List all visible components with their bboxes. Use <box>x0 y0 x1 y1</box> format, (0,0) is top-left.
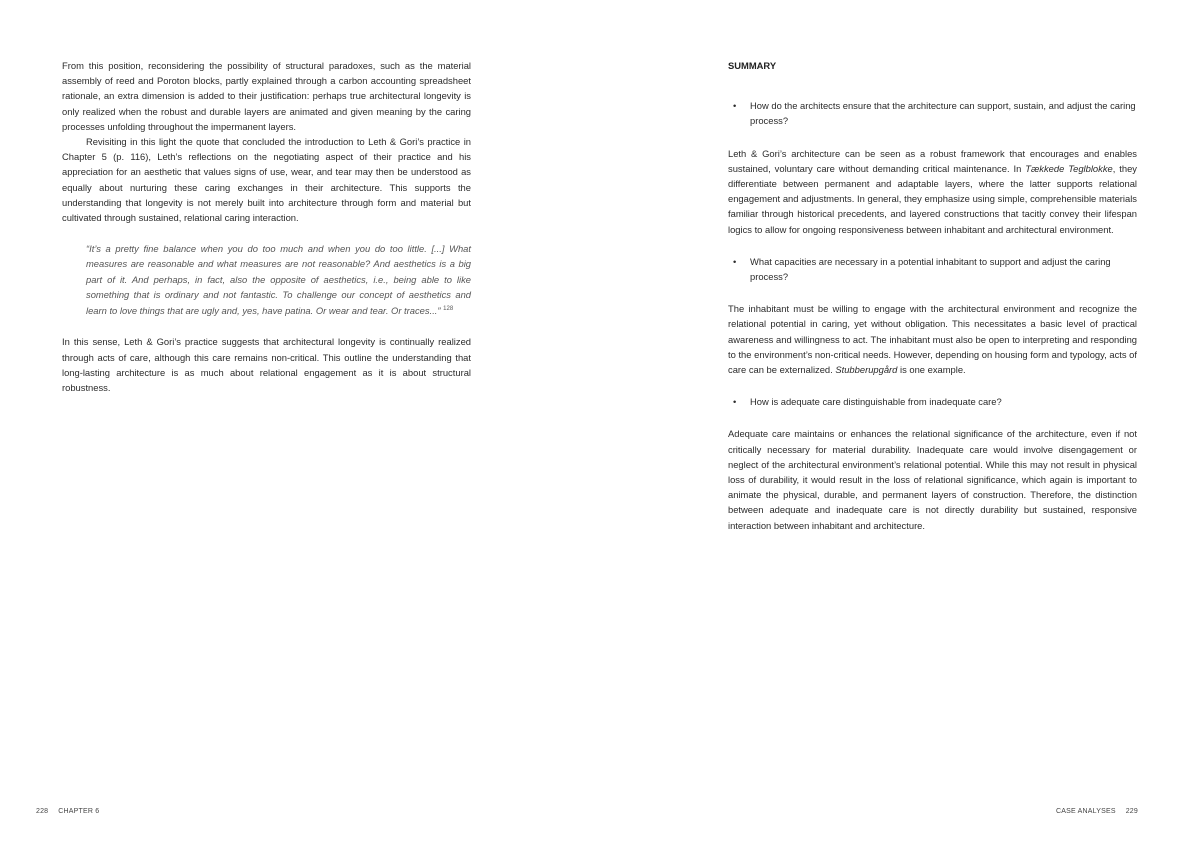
answer-2: The inhabitant must be willing to engage with the architectural environment and recognize the relational potential in caring, yet without obligation. This necessitates a basic level of practical awareness and willingness to act. The inhabitant must also be open to interpreting and responding to the environment’s non-critical needs. However, depending on housing form and typology, acts of care can be externalized. Stubberupgård is one example. <box>728 303 1137 376</box>
paragraph-3: In this sense, Leth & Gori’s practice suggests that architectural longevity is continually realized through acts of care, although this care remains non-critical. This outline the understanding that long-lasting architecture is as much about relational engagement as it is about structural robustness. <box>62 336 471 393</box>
left-text-column <box>62 58 471 395</box>
running-footer: CASE ANALYSES <box>1056 808 1116 815</box>
project-name: Stubberupgård <box>835 364 898 376</box>
question-text: How is adequate care distinguishable from inadequate care? <box>750 396 1002 408</box>
question-3 <box>728 394 1137 409</box>
paragraph-1: From this position, reconsidering the possibility of structural paradoxes, such as the material assembly of reed and Poroton blocks, partly explained through a carbon accounting spreadsheet rationale, an extra dimension is added to their justification: perhaps true architectural longevity is only realized when the robust and durable layers are animated and given meaning by the caring processes unfolding throughout the impermanent layers. <box>62 60 471 132</box>
bullet-icon: • <box>733 255 737 267</box>
bullet-icon: • <box>733 100 737 112</box>
paragraph-2: Revisiting in this light the quote that concluded the introduction to Leth & Gori’s practice in Chapter 5 (p. 116), Leth’s reflections on the negotiating aspect of their practice and his appreciation for an aesthetic that values signs of use, wear, and tear may then be understood as equally about nurturing these caring exchanges in their architecture. This supports the understanding that longevity is not merely built into architecture through form and material but cultivated through sustained, relational caring interaction. <box>62 136 471 224</box>
bullet-icon: • <box>733 396 737 408</box>
question-text: What capacities are necessary in a potential inhabitant to support and adjust the caring process? <box>750 255 1111 283</box>
question-text: How do the architects ensure that the architecture can support, sustain, and adjust the caring process? <box>750 100 1136 127</box>
right-text-column <box>728 58 1137 550</box>
footer-left <box>36 808 99 815</box>
right-page <box>600 0 1200 849</box>
project-name: Tækkede Teglblokke <box>1025 162 1113 174</box>
footer-right <box>1056 808 1138 815</box>
page-number: 228 <box>36 808 49 815</box>
footnote-ref: 128 <box>443 306 454 313</box>
running-footer: CHAPTER 6 <box>58 808 100 815</box>
section-heading: SUMMARY <box>728 60 777 71</box>
answer-3: Adequate care maintains or enhances the relational significance of the architecture, even if not critically necessary for material durability. Inadequate care would involve disengagement or neglect of the architectural environment’s relational potential. While this may not result in physical loss of durability, it would result in the loss of relational significance, which again is important to animate the physical, durable, and permanent layers of construction. Therefore, the distinction between adequate and inadequate care is not directly durability but sustained, responsive interaction between inhabitant and architecture. <box>728 428 1137 531</box>
page-number: 229 <box>1125 808 1138 815</box>
answer-1: Leth & Gori’s architecture can be seen as a robust framework that encourages and enables sustained, voluntary care without demanding critical maintenance. In Tækkede Teglblokke, they differentiate between permanent and adaptable layers, where the latter supports relational engagement and adjustments. In general, they emphasize using simple, comprehensible materials familiar through historical precedents, and layered constructions that tacitly convey their lifespan logics to allow for ongoing responsiveness between inhabitant and architectural environment. <box>728 147 1137 235</box>
block-quote <box>86 241 471 318</box>
question-2 <box>728 254 1137 284</box>
question-1 <box>728 98 1137 128</box>
quote-text: “It’s a pretty fine balance when you do too much and when you do too little. [...] What measures are reasonable and what measures are not reasonable? And aesthetics is a big part of it. And perhaps, in fact, also the opposite of aesthetics, i.e., being able to like something that is ordinary and not fantastic. To challenge our concept of aesthetics and learn to love things that are ugly and, yes, have patina. Or wear and tear. Or traces...” <box>86 243 471 317</box>
